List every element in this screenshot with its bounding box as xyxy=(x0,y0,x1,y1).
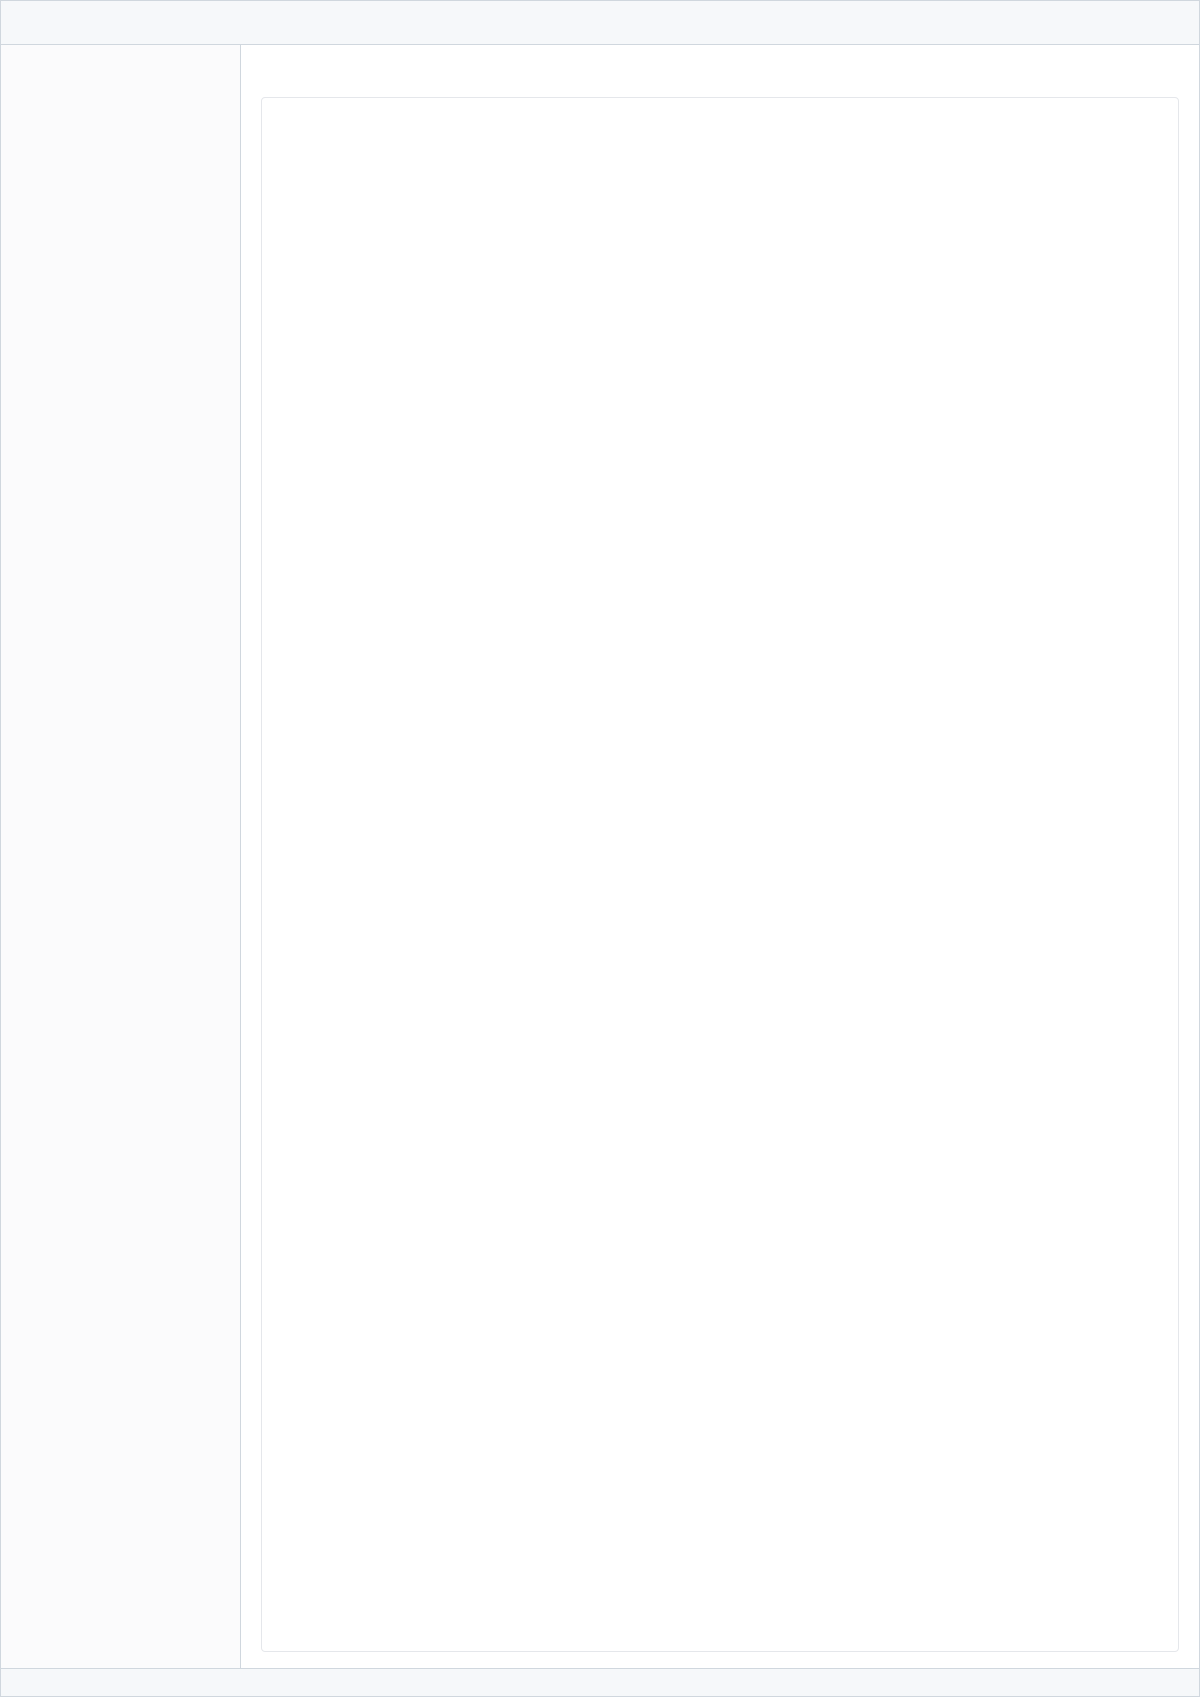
sidebar xyxy=(1,45,241,1668)
page-title xyxy=(261,61,1179,85)
content-area xyxy=(261,97,1179,1652)
status-bar xyxy=(1,1668,1199,1696)
main-panel xyxy=(241,45,1199,1668)
body-row xyxy=(1,45,1199,1668)
title-bar xyxy=(1,1,1199,45)
